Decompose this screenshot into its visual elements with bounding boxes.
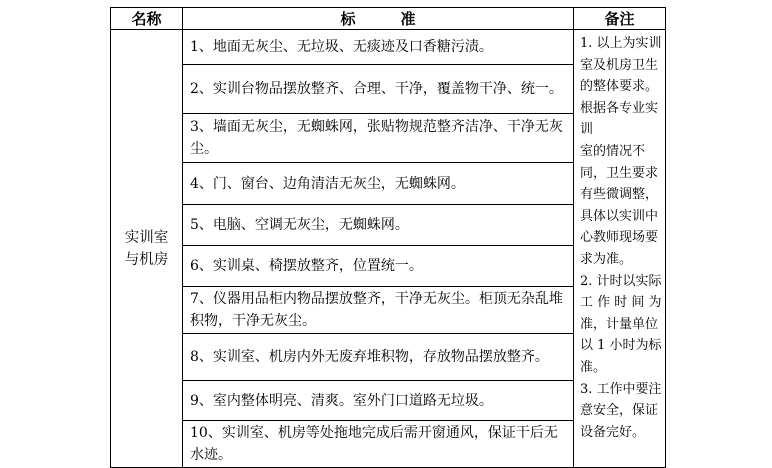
note-line: 准，计量单位 xyxy=(580,316,659,332)
header-standard-label-b: 准 xyxy=(400,10,416,28)
standard-item-9: 9、室内整体明亮、清爽。室外门口道路无垃圾。 xyxy=(183,381,574,421)
category-line-1: 实训室 xyxy=(124,229,169,246)
standard-item-7: 7、仪器用品柜内物品摆放整齐，干净无灰尘。柜顶无杂乱堆积物，干净无灰尘。 xyxy=(183,287,574,334)
standard-item-6: 6、实训桌、椅摆放整齐，位置统一。 xyxy=(183,246,574,287)
note-cell xyxy=(574,30,666,468)
header-standard-cell xyxy=(183,8,574,30)
standard-item-8: 8、实训室、机房内外无废弃堆积物，存放物品摆放整齐。 xyxy=(183,334,574,381)
note-line: 3. 工作中要注 xyxy=(580,381,662,397)
header-standard-label-a: 标 xyxy=(340,10,356,28)
category-line-2: 与机房 xyxy=(124,251,169,268)
hygiene-standards-table xyxy=(110,7,666,468)
note-line: 根据各专业实训 xyxy=(580,100,659,138)
note-line: 准。 xyxy=(580,359,607,375)
note-line: 求为准。 xyxy=(580,251,633,267)
standard-item-5: 5、电脑、空调无灰尘，无蜘蛛网。 xyxy=(183,205,574,246)
standard-item-1: 1、地面无灰尘、无垃圾、无痰迹及口香糖污渍。 xyxy=(183,30,574,65)
note-line: 有些微调整， xyxy=(580,187,659,203)
note-line: 意安全，保证 xyxy=(580,403,659,419)
header-name-cell xyxy=(111,8,183,30)
note-line: 1. 以上为实训 xyxy=(580,36,662,51)
standard-item-10: 10、实训室、机房等处拖地完成后需开窗通风，保证干后无水迹。 xyxy=(183,421,574,468)
table-row xyxy=(111,30,666,65)
note-line: 心教师现场要 xyxy=(580,230,659,246)
category-cell xyxy=(111,30,183,468)
table-header-row xyxy=(111,8,666,30)
note-line: 设备完好。 xyxy=(580,424,646,440)
note-line: 室的情况不 xyxy=(580,143,646,159)
note-line: 以 1 小时为标 xyxy=(580,338,662,354)
header-name-label: 名称 xyxy=(131,10,162,28)
note-line: 工 作 时 间 为 xyxy=(580,295,662,311)
note-line: 同，卫生要求 xyxy=(580,165,659,181)
note-line: 的整体要求。 xyxy=(580,79,659,95)
header-note-label: 备注 xyxy=(604,10,635,28)
note-line: 室及机房卫生 xyxy=(580,57,659,73)
header-note-cell xyxy=(574,8,666,30)
note-line: 具体以实训中 xyxy=(580,208,659,224)
note-line: 2. 计时以实际 xyxy=(580,273,662,289)
standard-item-2: 2、实训台物品摆放整齐、合理、干净，覆盖物干净、统一。 xyxy=(183,65,574,114)
standard-item-4: 4、门、窗台、边角清洁无灰尘，无蜘蛛网。 xyxy=(183,163,574,205)
standard-item-3: 3、墙面无灰尘，无蜘蛛网，张贴物规范整齐洁净、干净无灰尘。 xyxy=(183,114,574,163)
